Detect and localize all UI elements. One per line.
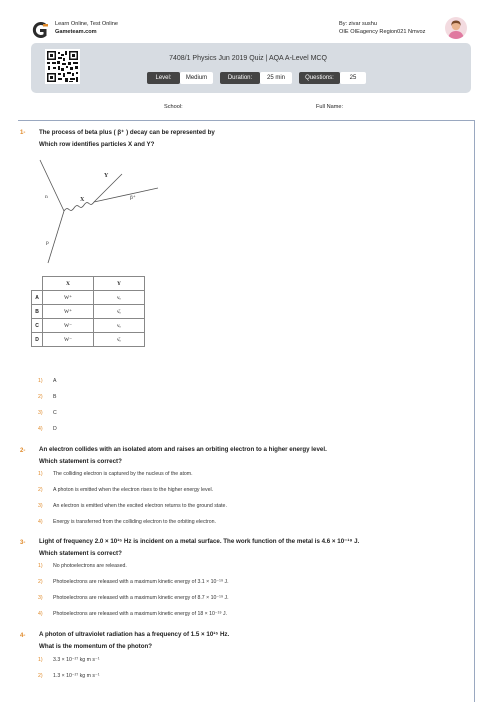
gameteam-logo [31,22,51,38]
answer-option[interactable]: An electron is emitted when the excited electron returns to the ground state. [53,503,227,509]
option-number: 3) [38,410,43,416]
option-number: 2) [38,673,43,679]
table-header: X [43,277,94,291]
option-number: 1) [38,563,43,569]
question-text: A photon of ultraviolet radiation has a frequency of 1.5 × 10¹⁵ Hz. [39,631,230,638]
cell-x: W⁺ [43,291,94,305]
table-header-row [32,277,145,291]
option-number: 4) [38,426,43,432]
option-number: 1) [38,378,43,384]
answer-option[interactable]: 3.3 × 10⁻²⁷ kg m s⁻¹ [53,657,100,663]
site-name[interactable]: Gameteam.com [55,29,97,35]
particle-table [31,276,145,347]
quiz-title: 7408/1 Physics Jun 2019 Quiz | AQA A-Level MCQ [169,55,327,62]
question-text: Which statement is correct? [39,550,122,557]
table-row [32,333,145,347]
tagline: Learn Online, Test Online [55,21,119,27]
label-p: p [46,240,49,246]
option-number: 1) [38,471,43,477]
label-y: Y [104,173,109,179]
row-label: A [32,291,43,305]
option-number: 2) [38,487,43,493]
table-row [32,305,145,319]
answer-option[interactable]: The colliding electron is captured by the nucleus of the atom. [53,471,193,477]
answer-option[interactable]: B [53,394,57,400]
answer-option[interactable]: 1.3 × 10⁻²⁷ kg m s⁻¹ [53,673,100,679]
question-text: Which statement is correct? [39,458,122,465]
answer-option[interactable]: No photoelectrons are released. [53,563,127,569]
question-number: 1- [20,130,26,136]
cell-y: ν̄ₑ [94,305,145,319]
cell-x: W⁺ [43,305,94,319]
question-number: 3- [20,540,26,546]
duration-label: Duration: [220,72,260,84]
label-beta-plus: β⁺ [130,195,136,201]
answer-option[interactable]: Energy is transferred from the colliding electron to the orbiting electron. [53,519,216,525]
divider [18,120,474,121]
row-label: B [32,305,43,319]
option-number: 2) [38,394,43,400]
question-number: 4- [20,633,26,639]
option-number: 4) [38,519,43,525]
row-label: C [32,319,43,333]
label-n: n [45,194,48,200]
option-number: 3) [38,595,43,601]
avatar [445,17,467,39]
table-row [32,319,145,333]
cell-x: W⁻ [43,333,94,347]
cell-x: W⁻ [43,319,94,333]
questions-label: Questions: [299,72,340,84]
level-label: Level: [147,72,180,84]
answer-option[interactable]: Photoelectrons are released with a maximum kinetic energy of 8.7 × 10⁻¹⁹ J. [53,595,229,601]
cell-y: νₑ [94,291,145,305]
questions-value: 25 [340,72,366,84]
answer-option[interactable]: Photoelectrons are released with a maximum kinetic energy of 3.1 × 10⁻¹⁹ J. [53,579,229,585]
option-number: 2) [38,579,43,585]
author-org: OIE OIEagency Region021 Nmvoz [339,29,426,35]
answer-option[interactable]: Photoelectrons are released with a maximum kinetic energy of 18 × 10⁻¹⁹ J. [53,611,228,617]
option-number: 4) [38,611,43,617]
question-text: The process of beta plus ( β⁺ ) decay can be represented by [39,129,215,136]
answer-option[interactable]: A [53,378,57,384]
label-x: X [80,197,85,203]
full-name-field-label: Full Name: [316,104,344,110]
question-text: An electron collides with an isolated atom and raises an orbiting electron to a higher energy level. [39,446,327,453]
level-value: Medium [180,72,213,84]
beta-decay-feynman-diagram [30,155,190,275]
table-row [32,291,145,305]
question-text: What is the momentum of the photon? [39,643,153,650]
question-number: 2- [20,448,26,454]
quiz-banner [31,43,471,93]
option-number: 1) [38,657,43,663]
cell-y: νₑ [94,319,145,333]
question-text: Which row identifies particles X and Y? [39,141,155,148]
row-label: D [32,333,43,347]
margin-line [474,120,475,702]
option-number: 3) [38,503,43,509]
answer-option[interactable]: C [53,410,57,416]
school-field-label: School: [164,104,183,110]
question-text: Light of frequency 2.0 × 10¹⁵ Hz is incident on a metal surface. The work function of the metal is 4.6 × 10⁻¹⁹ J. [39,538,360,545]
table-header: Y [94,277,145,291]
cell-y: ν̄ₑ [94,333,145,347]
duration-value: 25 min [260,72,292,84]
answer-option[interactable]: A photon is emitted when the electron rises to the higher energy level. [53,487,214,493]
author: By: zivar sushu [339,21,377,27]
answer-option[interactable]: D [53,426,57,432]
